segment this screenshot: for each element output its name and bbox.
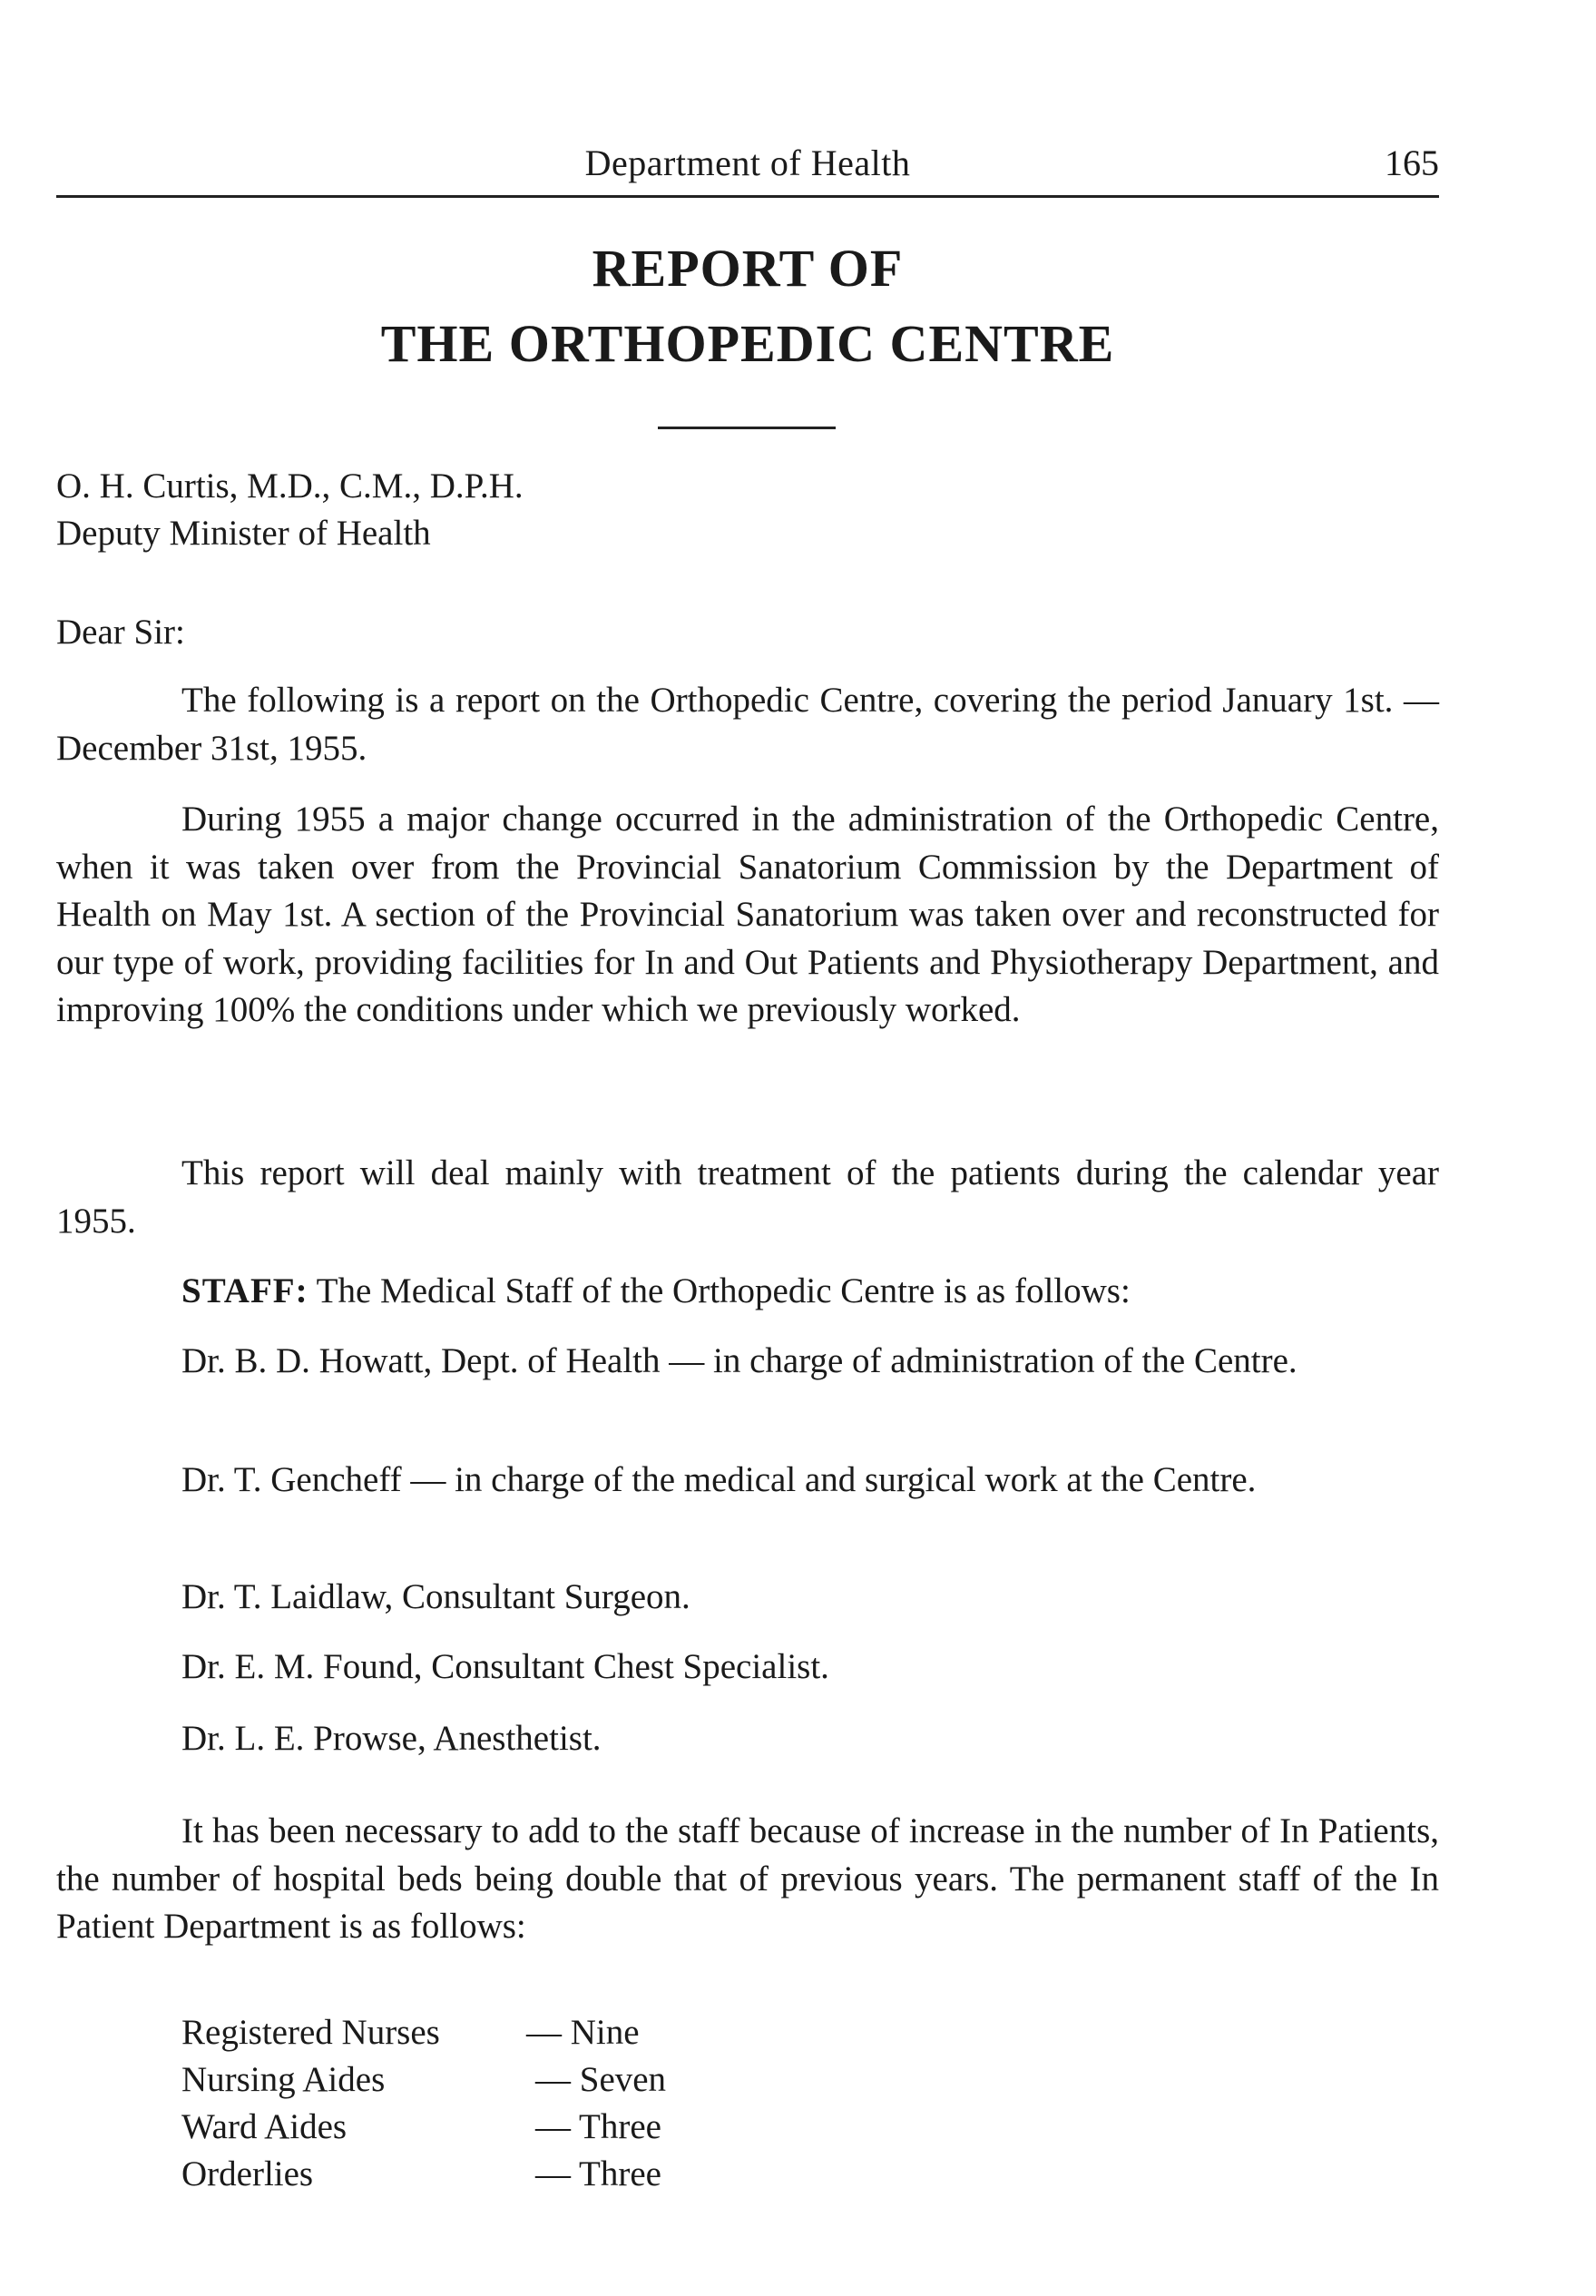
paragraph-administration-change: During 1955 a major change occurred in the administration of the Orthopedic Centre, when it was taken over from the Provincial Sanatorium Commission by the Department of Health on May 1st. A section of the Provincial Sanatorium was taken over and reconstructed for our type of work, providing facilities for In and Out Patients and Physiotherapy Department, and improving 100% the conditions under which we previously worked.: [56, 800, 1439, 1029]
header-rule: [56, 195, 1439, 198]
in-patient-staff-list: [181, 2009, 817, 2198]
staff-role: Registered Nurses: [181, 2013, 440, 2052]
staff-count: — Three: [535, 2154, 661, 2193]
list-item: [181, 2151, 817, 2198]
report-title-line-1: REPORT OF: [592, 239, 904, 298]
running-header: [56, 136, 1439, 191]
paragraph-staff-intro: [56, 1268, 1439, 1316]
addressee-name: O. H. Curtis, M.D., C.M., D.P.H.: [56, 466, 524, 505]
staff-intro-text: The Medical Staff of the Orthopedic Centre is as follows:: [316, 1271, 1131, 1310]
staff-count: — Nine: [526, 2013, 640, 2052]
page-number: 165: [1385, 142, 1439, 183]
title-divider: [658, 427, 836, 429]
staff-count: — Seven: [535, 2060, 667, 2099]
report-title-line-2: THE ORTHOPEDIC CENTRE: [380, 314, 1115, 373]
staff-count: — Three: [535, 2107, 661, 2146]
list-item: [181, 2104, 817, 2151]
staff-role: Orderlies: [181, 2154, 314, 2193]
staff-entry-howatt: Dr. B. D. Howatt, Dept. of Health — in charge of administration of the Centre.: [181, 1341, 1297, 1380]
salutation: Dear Sir:: [56, 613, 185, 652]
paragraph-intro: The following is a report on the Orthopedic Centre, covering the period January 1st. — December 31st, 1955.: [56, 681, 1439, 768]
staff-role: Ward Aides: [181, 2107, 348, 2146]
list-item: [181, 2056, 817, 2104]
document-page: [56, 0, 1439, 2296]
addressee-position: Deputy Minister of Health: [56, 514, 431, 553]
staff-heading: STAFF:: [181, 1271, 308, 1310]
staff-entry-gencheff: Dr. T. Gencheff — in charge of the medical and surgical work at the Centre.: [181, 1460, 1257, 1499]
staff-entry-laidlaw: Dr. T. Laidlaw, Consultant Surgeon.: [181, 1577, 690, 1616]
paragraph-staff-increase: It has been necessary to add to the staff because of increase in the number of In Patients, the number of hospital beds being double that of previous years. The permanent staff of the In Patient Department is as follows:: [56, 1811, 1439, 1946]
staff-role: Nursing Aides: [181, 2060, 386, 2099]
running-title: Department of Health: [584, 142, 911, 183]
staff-entry-found: Dr. E. M. Found, Consultant Chest Specialist.: [181, 1647, 829, 1686]
staff-entry-prowse: Dr. L. E. Prowse, Anesthetist.: [181, 1719, 602, 1758]
list-item: [181, 2009, 817, 2056]
paragraph-scope: This report will deal mainly with treatment of the patients during the calendar year 1955.: [56, 1153, 1439, 1241]
